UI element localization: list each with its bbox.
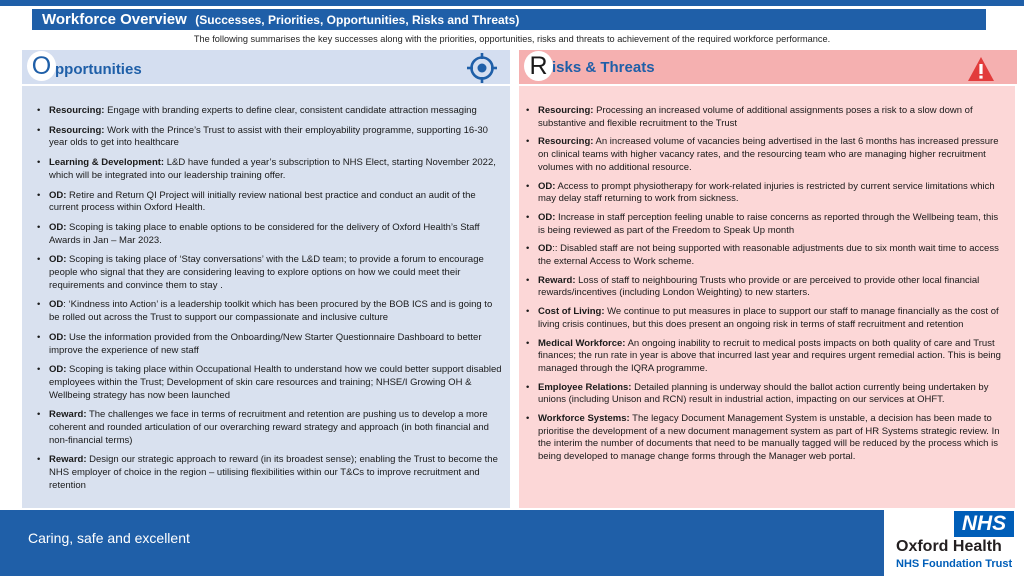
target-icon xyxy=(466,52,498,84)
logo-org-subtitle: NHS Foundation Trust xyxy=(896,558,1013,570)
top-accent-rule xyxy=(0,0,1024,6)
warning-icon xyxy=(967,56,995,82)
list-item: • OD:: Disabled staff are not being supported with reasonable adjustments due to six month wait time to access the external Access to Work scheme. xyxy=(524,243,1005,268)
opportunities-header xyxy=(22,50,510,84)
footer-bar xyxy=(0,510,884,576)
list-item: • Resourcing: Work with the Prince’s Trust to assist with their employability programme, supporting 16-30 year olds to get into healthcare xyxy=(35,125,502,150)
list-item: • Reward: Design our strategic approach to reward (in its broadest sense); enabling the Trust to become the NHS employer of choice in the region – utilising flexibilities within our T&Cs to improve recruitment and retention xyxy=(35,454,502,492)
intro-text: The following summarises the key successes along with the priorities, opportunities, risks and threats to achievement of the required workforce performance. xyxy=(193,34,831,44)
page-title: Workforce Overview xyxy=(42,11,187,28)
list-item: • Medical Workforce: An ongoing inability to recruit to medical posts impacts on both quality of care and Trust finances; the run rate in year is above that incurred last year and requires urgent remedial action. This is being managed through the IQRA programme. xyxy=(524,338,1005,376)
risks-panel xyxy=(519,86,1015,508)
opportunities-panel xyxy=(28,86,510,508)
opportunities-initial: O xyxy=(27,51,56,81)
list-item: • Cost of Living: We continue to put measures in place to support our staff to manage financially as the cost of living crisis continues, but this does present an ongoing risk in terms of staff recruitment and retention xyxy=(524,306,1005,331)
list-item: • OD: Use the information provided from the Onboarding/New Starter Questionnaire Dashboard to better improve the experience of new staff xyxy=(35,332,502,357)
opportunities-list xyxy=(28,86,510,493)
title-bar xyxy=(32,9,986,30)
list-item: • OD: Retire and Return QI Project will initially review national best practice and conduct an audit of the current process within Oxford Health. xyxy=(35,190,502,215)
logo-org-name: Oxford Health xyxy=(896,538,1002,555)
risks-heading: isks & Threats xyxy=(552,59,655,76)
list-item: • Resourcing: An increased volume of vacancies being advertised in the last 6 months has increased pressure on clinical teams with higher vacancy rates, and the resourcing team who are managing higher recruitment volumes with no additional resource. xyxy=(524,136,1005,174)
opportunities-heading: pportunities xyxy=(55,61,142,78)
risks-header xyxy=(519,50,1017,84)
list-item: • OD: Access to prompt physiotherapy for work-related injuries is restricted by current service limitations which may delay staff returning to work from sickness. xyxy=(524,181,1005,206)
risks-initial: R xyxy=(524,51,553,81)
list-item: • OD: Scoping is taking place to enable options to be considered for the delivery of Oxford Health’s Staff Awards in Jan – Mar 2023. xyxy=(35,222,502,247)
nhs-logo xyxy=(884,508,1024,576)
list-item: • OD: Scoping is taking place within Occupational Health to understand how we could better support disabled employees within the Trust; Development of skin care resources and training; NHSE/I Growing OH & Wellbeing strategy has now been launched xyxy=(35,364,502,402)
page-subtitle: (Successes, Priorities, Opportunities, Risks and Threats) xyxy=(195,13,520,27)
list-item: • OD: ‘Kindness into Action’ is a leadership toolkit which has been procured by the BOB ICS and is going to be rolled out across the Trust to support our compassionate and inclusive culture xyxy=(35,299,502,324)
list-item: • Reward: Loss of staff to neighbouring Trusts who provide or are perceived to provide other local financial rewards/incentives (including London Weighting) to new starters. xyxy=(524,275,1005,300)
list-item: • Learning & Development: L&D have funded a year’s subscription to NHS Elect, starting November 2022, which will be integrated into our leadership training offer. xyxy=(35,157,502,182)
list-item: • Resourcing: Engage with branding experts to define clear, consistent candidate attraction messaging xyxy=(35,105,502,118)
nhs-lozenge: NHS xyxy=(954,511,1014,537)
list-item: • OD: Scoping is taking place of ‘Stay conversations’ with the L&D team; to provide a forum to encourage people who signal that they are considering leaving to explore options on how we could meet their requirements and convince them to stay . xyxy=(35,254,502,292)
list-item: • OD: Increase in staff perception feeling unable to raise concerns as reported through the Wellbeing team, this is being reviewed as part of the Freedom to Speak Up month xyxy=(524,212,1005,237)
list-item: • Reward: The challenges we face in terms of recruitment and retention are pushing us to develop a more coherent and rounded articulation of our overarching reward strategy and approach (in both financial and non-financial terms) xyxy=(35,409,502,447)
risks-list xyxy=(519,86,1015,464)
list-item: • Workforce Systems: The legacy Document Management System is unstable, a decision has been made to prioritise the development of a new document management system as part of HR Systems strategic review. In the interim the number of documents that need to be manually tagged will be reduced by the process which is being developed to manage change forms through the Manager web portal. xyxy=(524,413,1005,464)
footer-tagline: Caring, safe and excellent xyxy=(28,530,190,546)
list-item: • Resourcing: Processing an increased volume of additional assignments poses a risk to a slow down of substantive and flexible recruitment to the Trust xyxy=(524,105,1005,130)
list-item: • Employee Relations: Detailed planning is underway should the ballot action currently being undertaken by unions (including Unison and RCN) result in industrial action, impacting on our services at OHFT. xyxy=(524,382,1005,407)
